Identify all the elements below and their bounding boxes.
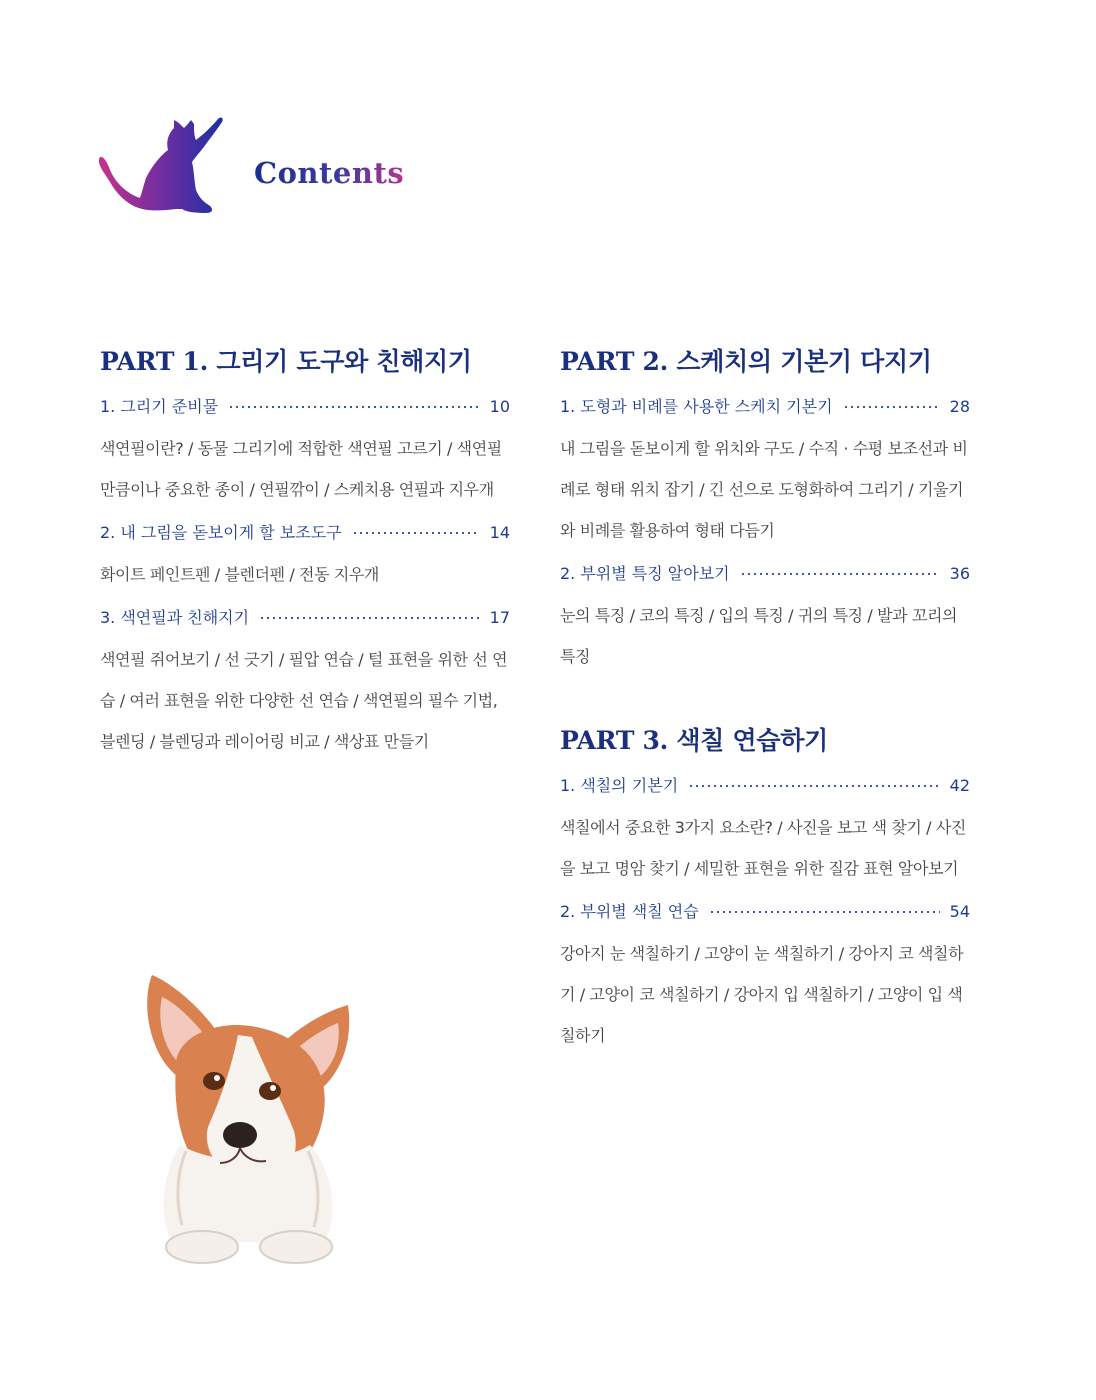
toc-section[interactable] bbox=[560, 392, 970, 551]
dot-leader bbox=[259, 616, 480, 620]
page-number[interactable]: 17 bbox=[489, 608, 510, 627]
page-number[interactable]: 10 bbox=[489, 397, 510, 416]
contents-title: Contents bbox=[254, 156, 405, 190]
toc-section[interactable] bbox=[560, 771, 970, 889]
section-description: 색연필이란? / 동물 그리기에 적합한 색연필 고르기 / 색연필 만큼이나 중요한 종이 / 연필깎이 / 스케치용 연필과 지우개 bbox=[100, 439, 502, 499]
section-heading[interactable] bbox=[560, 897, 970, 927]
section-title[interactable]: 2. 부위별 색칠 연습 bbox=[560, 902, 699, 921]
cat-silhouette-icon bbox=[96, 112, 231, 217]
section-title[interactable]: 3. 색연필과 친해지기 bbox=[100, 608, 250, 627]
part-2 bbox=[560, 342, 970, 677]
corgi-illustration bbox=[110, 955, 380, 1270]
toc-column-right bbox=[560, 342, 970, 1086]
part-1 bbox=[100, 342, 510, 762]
section-description: 내 그림을 돋보이게 할 위치와 구도 / 수직 · 수평 보조선과 비례로 형태 위치 잡기 / 긴 선으로 도형화하여 그리기 / 기울기와 비례를 활용하여 형태 다듬기 bbox=[560, 439, 968, 540]
section-title[interactable]: 1. 색칠의 기본기 bbox=[560, 776, 679, 795]
part-title: PART 1. 그리기 도구와 친해지기 bbox=[100, 347, 472, 376]
section-heading[interactable] bbox=[100, 603, 510, 633]
part-title: PART 3. 색칠 연습하기 bbox=[560, 726, 828, 755]
dot-leader bbox=[352, 531, 480, 535]
part-title: PART 2. 스케치의 기본기 다지기 bbox=[560, 347, 932, 376]
page-number[interactable]: 42 bbox=[949, 776, 970, 795]
page-number[interactable]: 28 bbox=[949, 397, 970, 416]
page-number[interactable]: 14 bbox=[489, 523, 510, 542]
page-number[interactable]: 36 bbox=[949, 564, 970, 583]
section-title[interactable]: 1. 도형과 비례를 사용한 스케치 기본기 bbox=[560, 397, 833, 416]
toc-section[interactable] bbox=[560, 559, 970, 677]
section-heading[interactable] bbox=[560, 392, 970, 422]
toc-section[interactable] bbox=[100, 518, 510, 595]
section-description: 화이트 페인트펜 / 블렌더펜 / 전동 지우개 bbox=[100, 565, 379, 584]
section-heading[interactable] bbox=[100, 392, 510, 422]
contents-header bbox=[96, 112, 416, 222]
section-title[interactable]: 2. 부위별 특징 알아보기 bbox=[560, 564, 730, 583]
dot-leader bbox=[228, 405, 479, 409]
toc-section[interactable] bbox=[100, 392, 510, 510]
toc-section[interactable] bbox=[560, 897, 970, 1056]
section-description: 눈의 특징 / 코의 특징 / 입의 특징 / 귀의 특징 / 발과 꼬리의 특징 bbox=[560, 606, 958, 666]
page-number[interactable]: 54 bbox=[949, 902, 970, 921]
part-3 bbox=[560, 721, 970, 1056]
dot-leader bbox=[688, 784, 939, 788]
toc-column-left bbox=[100, 342, 510, 792]
section-title[interactable]: 1. 그리기 준비물 bbox=[100, 397, 219, 416]
section-heading[interactable] bbox=[560, 559, 970, 589]
section-title[interactable]: 2. 내 그림을 돋보이게 할 보조도구 bbox=[100, 523, 342, 542]
dot-leader bbox=[709, 910, 940, 914]
section-heading[interactable] bbox=[560, 771, 970, 801]
section-description: 색칠에서 중요한 3가지 요소란? / 사진을 보고 색 찾기 / 사진을 보고 명암 찾기 / 세밀한 표현을 위한 질감 표현 알아보기 bbox=[560, 818, 966, 878]
dot-leader bbox=[740, 572, 940, 576]
section-heading[interactable] bbox=[100, 518, 510, 548]
toc-section[interactable] bbox=[100, 603, 510, 762]
section-description: 색연필 쥐어보기 / 선 긋기 / 필압 연습 / 털 표현을 위한 선 연습 / 여러 표현을 위한 다양한 선 연습 / 색연필의 필수 기법, 블렌딩 / 블렌딩과 레이어링 비교 / 색상표 만들기 bbox=[100, 650, 508, 751]
dot-leader bbox=[843, 405, 940, 409]
section-description: 강아지 눈 색칠하기 / 고양이 눈 색칠하기 / 강아지 코 색칠하기 / 고양이 코 색칠하기 / 강아지 입 색칠하기 / 고양이 입 색칠하기 bbox=[560, 944, 964, 1045]
